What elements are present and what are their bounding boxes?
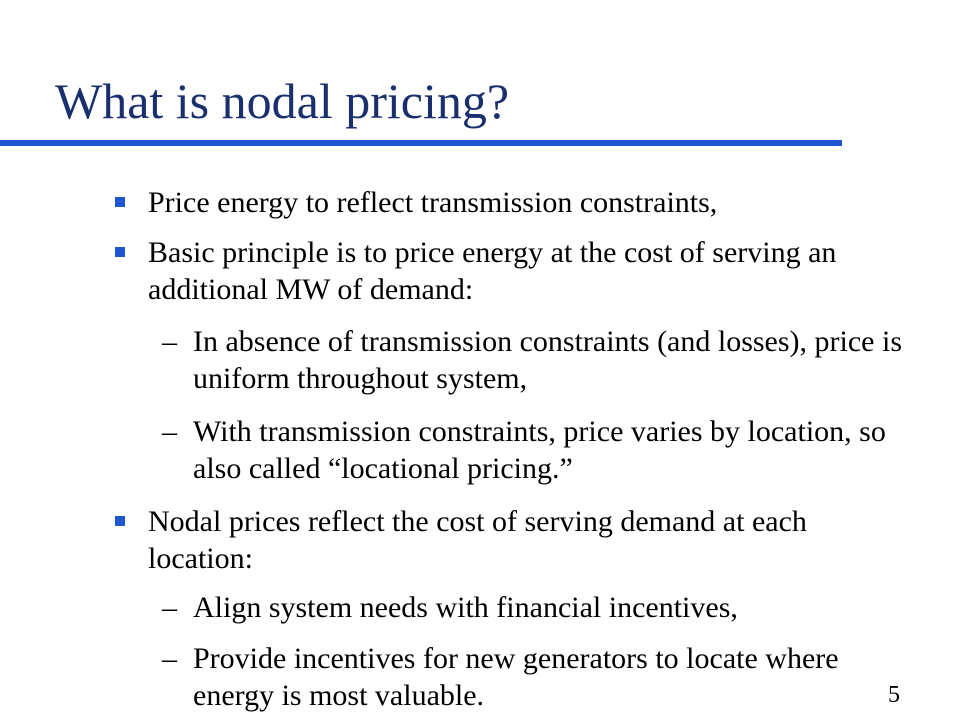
sub-bullet-item	[162, 589, 923, 626]
square-bullet-icon	[115, 516, 125, 526]
page-number: 5	[888, 682, 900, 708]
sub-bullet-item	[162, 323, 923, 397]
dash-marker: –	[162, 642, 177, 675]
sub-bullet-item	[162, 413, 923, 487]
slide-title: What is nodal pricing?	[55, 73, 510, 129]
dash-marker: –	[162, 415, 177, 448]
dash-marker: –	[162, 325, 177, 358]
sub-bullet-text: Align system needs with financial incentives,	[193, 591, 738, 624]
dash-marker: –	[162, 591, 177, 624]
sub-bullet-item	[162, 640, 923, 714]
sub-bullet-text: With transmission constraints, price varies by location, so also called “locational pricing.”	[193, 415, 886, 485]
bullet-item-1	[148, 184, 908, 221]
sub-bullet-text: In absence of transmission constraints (and losses), price is uniform throughout system,	[193, 325, 902, 395]
bullet-text: Price energy to reflect transmission constraints,	[148, 186, 718, 219]
bullet-item-3	[148, 503, 908, 577]
bullet-text: Nodal prices reflect the cost of serving demand at each location:	[148, 505, 807, 575]
sub-bullet-text: Provide incentives for new generators to locate where energy is most valuable.	[193, 642, 839, 712]
bullet-item-2	[148, 234, 908, 308]
square-bullet-icon	[115, 247, 125, 257]
bullet-text: Basic principle is to price energy at the cost of serving an additional MW of demand:	[148, 236, 837, 306]
square-bullet-icon	[115, 197, 125, 207]
title-underline	[0, 140, 842, 146]
